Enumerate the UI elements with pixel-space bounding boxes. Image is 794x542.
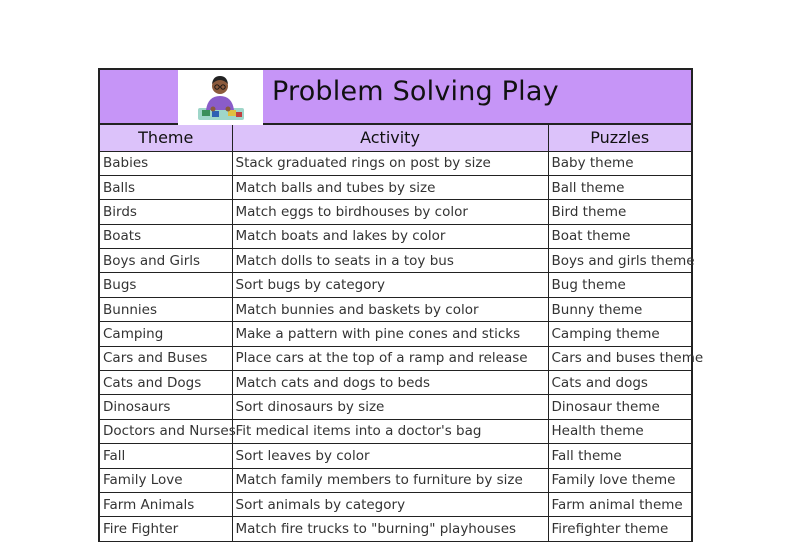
table-row — [100, 175, 691, 199]
cell-puzzles: Bug theme — [548, 273, 691, 297]
cell-activity: Match boats and lakes by color — [232, 224, 548, 248]
table-row — [100, 468, 691, 492]
cell-activity: Stack graduated rings on post by size — [232, 151, 548, 175]
cell-activity: Fit medical items into a doctor's bag — [232, 419, 548, 443]
cell-theme: Family Love — [100, 468, 232, 492]
cell-theme: Cats and Dogs — [100, 371, 232, 395]
cell-activity: Match eggs to birdhouses by color — [232, 200, 548, 224]
cell-theme: Farm Animals — [100, 492, 232, 516]
cell-puzzles: Bunny theme — [548, 297, 691, 321]
cell-theme: Babies — [100, 151, 232, 175]
cell-puzzles: Cats and dogs — [548, 371, 691, 395]
activity-table — [100, 125, 704, 542]
header-activity: Activity — [232, 125, 548, 151]
table-row — [100, 249, 691, 273]
cell-activity: Match bunnies and baskets by color — [232, 297, 548, 321]
cell-puzzles: Ball theme — [548, 175, 691, 199]
table-row — [100, 517, 691, 541]
cell-theme: Camping — [100, 322, 232, 346]
cell-theme: Bugs — [100, 273, 232, 297]
cell-activity: Match family members to furniture by size — [232, 468, 548, 492]
cell-activity: Sort dinosaurs by size — [232, 395, 548, 419]
cell-puzzles: Bird theme — [548, 200, 691, 224]
table-row — [100, 419, 691, 443]
table-row — [100, 371, 691, 395]
cell-activity: Make a pattern with pine cones and sticks — [232, 322, 548, 346]
cell-activity: Match cats and dogs to beds — [232, 371, 548, 395]
header-puzzles: Puzzles — [548, 125, 691, 151]
cell-puzzles: Camping theme — [548, 322, 691, 346]
page-title: Problem Solving Play — [272, 76, 559, 107]
cell-puzzles: Dinosaur theme — [548, 395, 691, 419]
table-row — [100, 224, 691, 248]
cell-theme: Fall — [100, 444, 232, 468]
title-bar — [100, 70, 691, 125]
cell-theme: Cars and Buses — [100, 346, 232, 370]
cell-activity: Match balls and tubes by size — [232, 175, 548, 199]
cell-puzzles: Boys and girls theme — [548, 249, 691, 273]
header-theme: Theme — [100, 125, 232, 151]
cell-activity: Sort animals by category — [232, 492, 548, 516]
cell-theme: Boats — [100, 224, 232, 248]
table-row — [100, 444, 691, 468]
cell-puzzles: Boat theme — [548, 224, 691, 248]
table-row — [100, 395, 691, 419]
cell-theme: Boys and Girls — [100, 249, 232, 273]
cell-puzzles: Baby theme — [548, 151, 691, 175]
cell-theme: Dinosaurs — [100, 395, 232, 419]
cell-puzzles: Fall theme — [548, 444, 691, 468]
cell-activity: Sort bugs by category — [232, 273, 548, 297]
cell-puzzles: Family love theme — [548, 468, 691, 492]
cell-activity: Match fire trucks to "burning" playhouses — [232, 517, 548, 541]
table-row — [100, 297, 691, 321]
table-row — [100, 492, 691, 516]
cell-activity: Place cars at the top of a ramp and release — [232, 346, 548, 370]
table-row — [100, 273, 691, 297]
cell-theme: Balls — [100, 175, 232, 199]
cell-theme: Doctors and Nurses — [100, 419, 232, 443]
cell-activity: Match dolls to seats in a toy bus — [232, 249, 548, 273]
table-row — [100, 151, 691, 175]
cell-puzzles: Farm animal theme — [548, 492, 691, 516]
header-row — [100, 125, 691, 151]
table-row — [100, 200, 691, 224]
cell-puzzles: Health theme — [548, 419, 691, 443]
cell-theme: Bunnies — [100, 297, 232, 321]
table-row — [100, 346, 691, 370]
table-row — [100, 322, 691, 346]
cell-theme: Birds — [100, 200, 232, 224]
cell-theme: Fire Fighter — [100, 517, 232, 541]
worksheet — [98, 68, 704, 542]
child-playing-puzzle-image — [178, 70, 263, 125]
cell-puzzles: Firefighter theme — [548, 517, 691, 541]
cell-activity: Sort leaves by color — [232, 444, 548, 468]
table-body — [100, 151, 704, 541]
child-puzzle-icon — [178, 70, 263, 125]
cell-puzzles: Cars and buses theme — [548, 346, 691, 370]
